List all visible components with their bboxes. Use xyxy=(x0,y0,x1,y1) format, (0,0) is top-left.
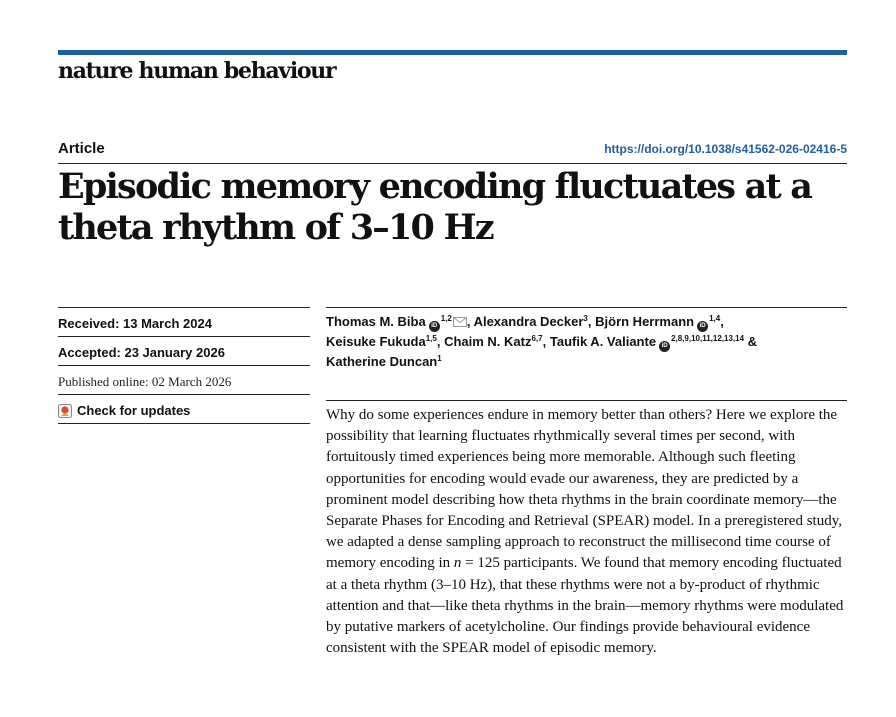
meta-bottom-rule xyxy=(58,423,310,424)
article-title-line-2: theta rhythm of 3–10 Hz xyxy=(58,207,493,248)
abstract-text-part-2: = 125 participants. We found that memory encoding fluctuated at a theta rhythm (3–10 Hz), that these rhythms were not a by-product of rhythmic attention and that—like theta rhythms in the brain—memory rhythms were modulated by putative markers of acetylcholine. Our findings provide behavioural evidence consistent with the SPEAR model of episodic memory. xyxy=(326,555,844,657)
abstract-text-part-1: Why do some experiences endure in memory better than others? Here we explore the possibility that learning fluctuates rhythmically several times per second, with fortuitously timed experiences being more memorable. Although such fleeting opportunities for encoding would evade our awareness, they are predicted by a prominent model describing how theta rhythms in the brain coordinate memory—the Separate Phases for Encoding and Retrieval (SPEAR) model. In a preregistered study, we adapted a dense sampling approach to reconstruct the millisecond time course of memory encoding in xyxy=(326,407,842,572)
sample-size-symbol: n xyxy=(453,555,462,572)
journal-header-bar xyxy=(58,50,847,55)
orcid-icon[interactable]: iD xyxy=(429,321,440,332)
author-separator: , xyxy=(466,314,471,329)
check-for-updates-row xyxy=(58,394,310,423)
mail-icon[interactable] xyxy=(453,317,467,327)
author-affiliation: 1,2 xyxy=(440,314,452,323)
author-name[interactable]: Taufik A. Valiante xyxy=(549,334,657,349)
author-affiliation: 1,5 xyxy=(425,334,437,343)
author-name[interactable]: Björn Herrmann xyxy=(595,314,695,329)
author-separator: , xyxy=(542,334,547,349)
article-title xyxy=(58,166,838,248)
published-date: Published online: 02 March 2026 xyxy=(58,365,310,394)
abstract xyxy=(326,405,847,659)
check-for-updates-button[interactable] xyxy=(58,403,310,418)
author-separator: , xyxy=(587,314,592,329)
title-divider xyxy=(58,163,847,164)
check-for-updates-label: Check for updates xyxy=(77,403,191,418)
author-affiliation: 6,7 xyxy=(531,334,543,343)
author-separator: , xyxy=(436,334,441,349)
author-affiliation: 1,4 xyxy=(709,314,721,323)
publication-history xyxy=(58,307,310,424)
article-title-line-1: Episodic memory encoding fluctuates at a xyxy=(58,166,812,207)
author-name[interactable]: Thomas M. Biba xyxy=(326,314,426,329)
orcid-icon[interactable]: iD xyxy=(697,321,708,332)
article-type-label: Article xyxy=(58,140,105,157)
check-for-updates-icon xyxy=(58,404,72,418)
author-name[interactable]: Keisuke Fukuda xyxy=(326,334,426,349)
author-list xyxy=(326,312,826,372)
author-affiliation: 3 xyxy=(583,314,588,323)
accepted-date: Accepted: 23 January 2026 xyxy=(58,336,310,365)
author-separator: & xyxy=(747,334,758,349)
author-name[interactable]: Chaim N. Katz xyxy=(444,334,532,349)
orcid-icon[interactable]: iD xyxy=(659,341,670,352)
author-name[interactable]: Katherine Duncan xyxy=(326,354,438,369)
author-separator: , xyxy=(720,314,724,329)
abstract-divider xyxy=(326,400,847,401)
author-name[interactable]: Alexandra Decker xyxy=(473,314,584,329)
author-affiliation: 1 xyxy=(437,354,442,363)
author-affiliation: 2,8,9,10,11,12,13,14 xyxy=(671,334,745,343)
authors-divider xyxy=(326,307,847,308)
journal-name[interactable]: nature human behaviour xyxy=(58,58,336,84)
received-date: Received: 13 March 2024 xyxy=(58,307,310,336)
doi-link[interactable]: https://doi.org/10.1038/s41562-026-02416-5 xyxy=(604,142,847,156)
